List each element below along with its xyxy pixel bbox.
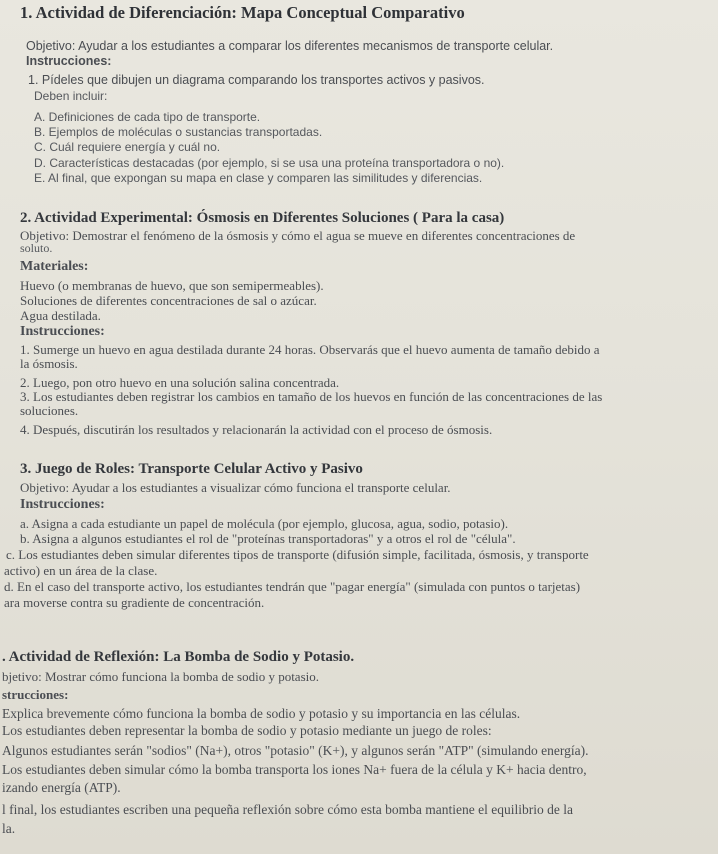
section-4-line-5: izando energía (ATP). [2,780,121,795]
section-4-line-1: Explica brevemente cómo funciona la bomba de sodio y potasio y su importancia en las células. [2,706,521,721]
section-3-objective: Objetivo: Ayudar a los estudiantes a visualizar cómo funciona el transporte celular. [20,480,451,495]
section-1-step-1: 1. Pídeles que dibujen un diagrama comparando los transportes activos y pasivos. [28,73,485,87]
section-3-item-a: a. Asigna a cada estudiante un papel de molécula (por ejemplo, glucosa, agua, sodio, potasio). [20,516,509,531]
section-4-title: . Actividad de Reflexión: La Bomba de Sodio y Potasio. [2,649,355,665]
section-4-instructions-label: strucciones: [2,687,69,702]
section-4-line-7: la. [2,821,16,836]
section-4-line-6: l final, los estudiantes escriben una pequeña reflexión sobre cómo esta bomba mantiene el equilibrio de la [2,802,573,817]
section-2-title: 2. Actividad Experimental: Ósmosis en Diferentes Soluciones ( Para la casa) [20,210,505,226]
section-2-step-1-line-1: 1. Sumerge un huevo en agua destilada durante 24 horas. Observarás que el huevo aumenta de tamaño debido a [20,342,600,357]
section-1-item-d: D. Características destacadas (por ejemplo, si se usa una proteína transportadora o no). [34,156,505,170]
section-2-instructions-label: Instrucciones: [20,324,105,339]
section-4-line-4: Los estudiantes deben simular cómo la bomba transporta los iones Na+ fuera de la célula y K+ hacia dentro, [2,762,587,777]
section-4-line-3: Algunos estudiantes serán "sodios" (Na+), otros "potasio" (K+), y algunos serán "ATP" (simulando energía). [2,743,589,758]
section-2-step-4: 4. Después, discutirán los resultados y relacionarán la actividad con el proceso de ósmosis. [20,422,493,437]
section-2-material-3: Agua destilada. [20,308,101,323]
section-3-item-d-line-2: ara moverse contra su gradiente de concentración. [4,595,265,610]
section-1-item-e: E. Al final, que expongan su mapa en clase y comparen las similitudes y diferencias. [34,171,483,185]
section-1-title: 1. Actividad de Diferenciación: Mapa Conceptual Comparativo [20,3,465,22]
section-2-material-1: Huevo (o membranas de huevo, que son semipermeables). [20,278,324,293]
section-1-objective: Objetivo: Ayudar a los estudiantes a comparar los diferentes mecanismos de transporte celular. [26,39,554,53]
section-3-item-d-line-1: d. En el caso del transporte activo, los estudiantes tendrán que "pagar energía" (simulada con puntos o tarjetas) [4,579,581,594]
section-1-item-b: B. Ejemplos de moléculas o sustancias transportadas. [34,125,323,139]
section-1-item-c: C. Cuál requiere energía y cuál no. [34,140,221,154]
section-2-step-1-line-2: la ósmosis. [20,356,78,371]
section-3-title: 3. Juego de Roles: Transporte Celular Activo y Pasivo [20,461,363,477]
section-1-instructions-label: Instrucciones: [26,54,112,68]
section-3-instructions-label: Instrucciones: [20,497,105,512]
section-3-item-b: b. Asigna a algunos estudiantes el rol de "proteínas transportadoras" y a otros el rol de "célula". [20,531,516,546]
section-2-objective-line-2: soluto. [20,241,53,255]
section-2-step-3-line-2: soluciones. [20,403,79,418]
section-2-material-2: Soluciones de diferentes concentraciones de sal o azúcar. [20,293,317,308]
section-1-must-include: Deben incluir: [34,89,108,103]
section-4-objective: bjetivo: Mostrar cómo funciona la bomba de sodio y potasio. [2,669,319,684]
section-2-step-3-line-1: 3. Los estudiantes deben registrar los cambios en tamaño de los huevos en función de las concentraciones de las [20,389,603,404]
section-3-item-c-line-2: activo) en un área de la clase. [4,563,158,578]
section-4-line-2: Los estudiantes deben representar la bomba de sodio y potasio mediante un juego de roles: [2,723,492,738]
section-1-item-a: A. Definiciones de cada tipo de transporte. [34,110,261,124]
section-2-step-2: 2. Luego, pon otro huevo en una solución salina concentrada. [20,375,340,390]
section-2-materials-label: Materiales: [20,259,89,274]
section-2-objective-line-1: Objetivo: Demostrar el fenómeno de la ósmosis y cómo el agua se mueve en diferentes concentraciones de [20,228,576,243]
section-3-item-c-line-1: c. Los estudiantes deben simular diferentes tipos de transporte (difusión simple, facilitada, ósmosis, y transporte [6,547,589,562]
